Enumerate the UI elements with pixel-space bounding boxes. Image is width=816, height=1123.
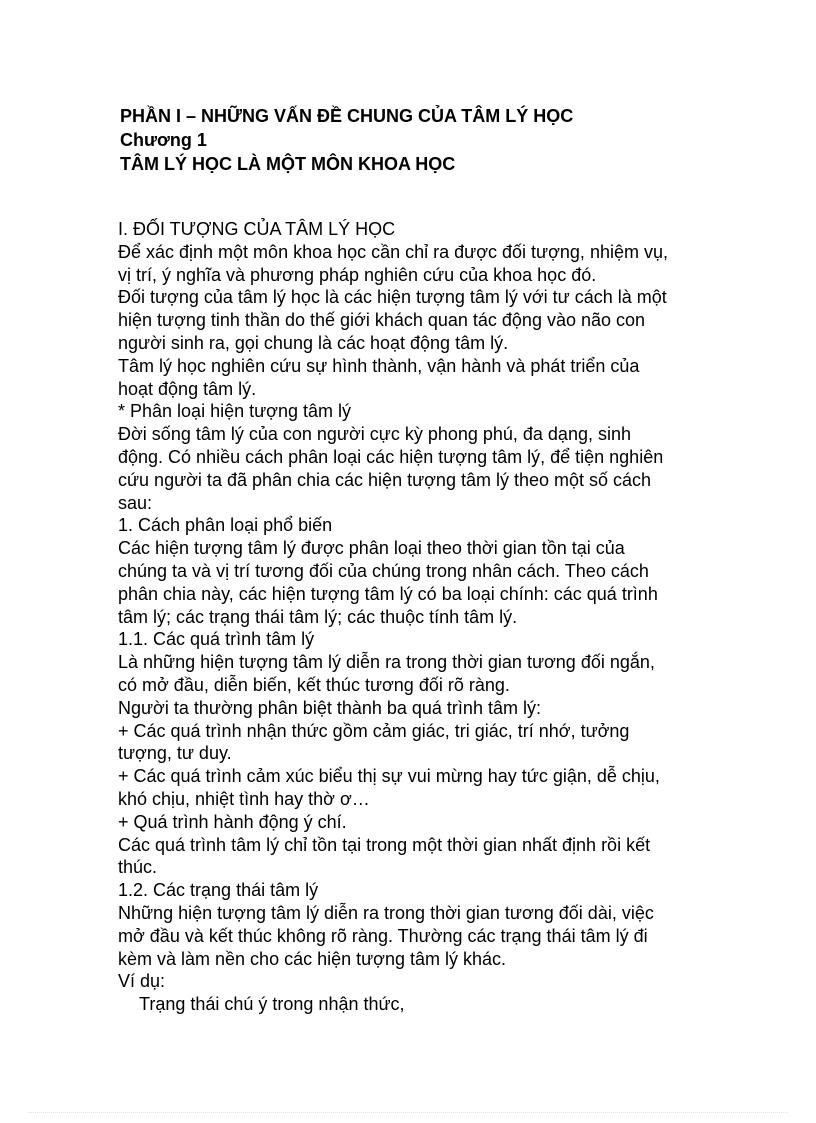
body-line: Đời sống tâm lý của con người cực kỳ phong phú, đa dạng, sinh [118, 424, 631, 445]
body-line: cứu người ta đã phân chia các hiện tượng tâm lý theo một số cách [118, 469, 652, 490]
document-header [120, 104, 740, 176]
body-line: động. Có nhiều cách phân loại các hiện tượng tâm lý, để tiện nghiên [118, 446, 664, 467]
page-bottom-divider [28, 1112, 788, 1113]
body-line: chúng ta và vị trí tương đối của chúng trong nhân cách. Theo cách [118, 560, 649, 581]
body-line: thúc. [118, 857, 158, 878]
body-line: tượng, tư duy. [118, 743, 232, 764]
body-line: Đối tượng của tâm lý học là các hiện tượng tâm lý với tư cách là một [118, 287, 667, 308]
body-line: Tâm lý học nghiên cứu sự hình thành, vận hành và phát triển của [118, 355, 640, 376]
subsection-heading: 1.2. Các trạng thái tâm lý [118, 880, 319, 901]
section-heading: I. ĐỐI TƯỢNG CỦA TÂM LÝ HỌC [118, 219, 396, 239]
body-line: Để xác định một môn khoa học cần chỉ ra được đối tượng, nhiệm vụ, [118, 241, 668, 262]
part-title: PHẦN I – NHỮNG VẤN ĐỀ CHUNG CỦA TÂM LÝ HỌC [120, 106, 574, 126]
example-label: Ví dụ: [118, 971, 166, 992]
subsection-heading: 1. Cách phân loại phổ biến [118, 515, 333, 536]
body-line: kèm và làm nền cho các hiện tượng tâm lý khác. [118, 948, 507, 969]
body-line: tâm lý; các trạng thái tâm lý; các thuộc tính tâm lý. [118, 606, 518, 627]
list-item: + Quá trình hành động ý chí. [118, 811, 347, 832]
subsection-heading: 1.1. Các quá trình tâm lý [118, 629, 315, 650]
body-line: Những hiện tượng tâm lý diễn ra trong thời gian tương đối dài, việc [118, 902, 654, 923]
body-line: hoạt động tâm lý. [118, 378, 257, 399]
body-line: mở đầu và kết thúc không rõ ràng. Thường các trạng thái tâm lý đi [118, 925, 648, 946]
body-line: có mở đầu, diễn biến, kết thúc tương đối rõ ràng. [118, 674, 510, 695]
body-line: hiện tượng tinh thần do thế giới khách quan tác động vào não con [118, 310, 646, 331]
chapter-number: Chương 1 [120, 130, 207, 150]
body-line: Các hiện tượng tâm lý được phân loại theo thời gian tồn tại của [118, 538, 625, 559]
body-line: người sinh ra, gọi chung là các hoạt động tâm lý. [118, 332, 509, 353]
list-item: + Các quá trình cảm xúc biểu thị sự vui mừng hay tức giận, dễ chịu, [118, 766, 660, 787]
body-line: sau: [118, 492, 153, 513]
body-line: Là những hiện tượng tâm lý diễn ra trong thời gian tương đối ngắn, [118, 652, 655, 673]
body-line: phân chia này, các hiện tượng tâm lý có ba loại chính: các quá trình [118, 583, 658, 604]
body-line: khó chịu, nhiệt tình hay thờ ơ… [118, 788, 370, 809]
body-line: Người ta thường phân biệt thành ba quá trình tâm lý: [118, 697, 541, 718]
subsection-heading: * Phân loại hiện tượng tâm lý [118, 401, 351, 422]
chapter-title: TÂM LÝ HỌC LÀ MỘT MÔN KHOA HỌC [120, 154, 456, 174]
body-line: Các quá trình tâm lý chỉ tồn tại trong một thời gian nhất định rồi kết [118, 834, 651, 855]
example-line: Trạng thái chú ý trong nhận thức, [139, 994, 405, 1015]
body-line: vị trí, ý nghĩa và phương pháp nghiên cứu của khoa học đó. [118, 264, 597, 285]
document-body [118, 218, 718, 1016]
list-item: + Các quá trình nhận thức gồm cảm giác, tri giác, trí nhớ, tưởng [118, 720, 630, 741]
